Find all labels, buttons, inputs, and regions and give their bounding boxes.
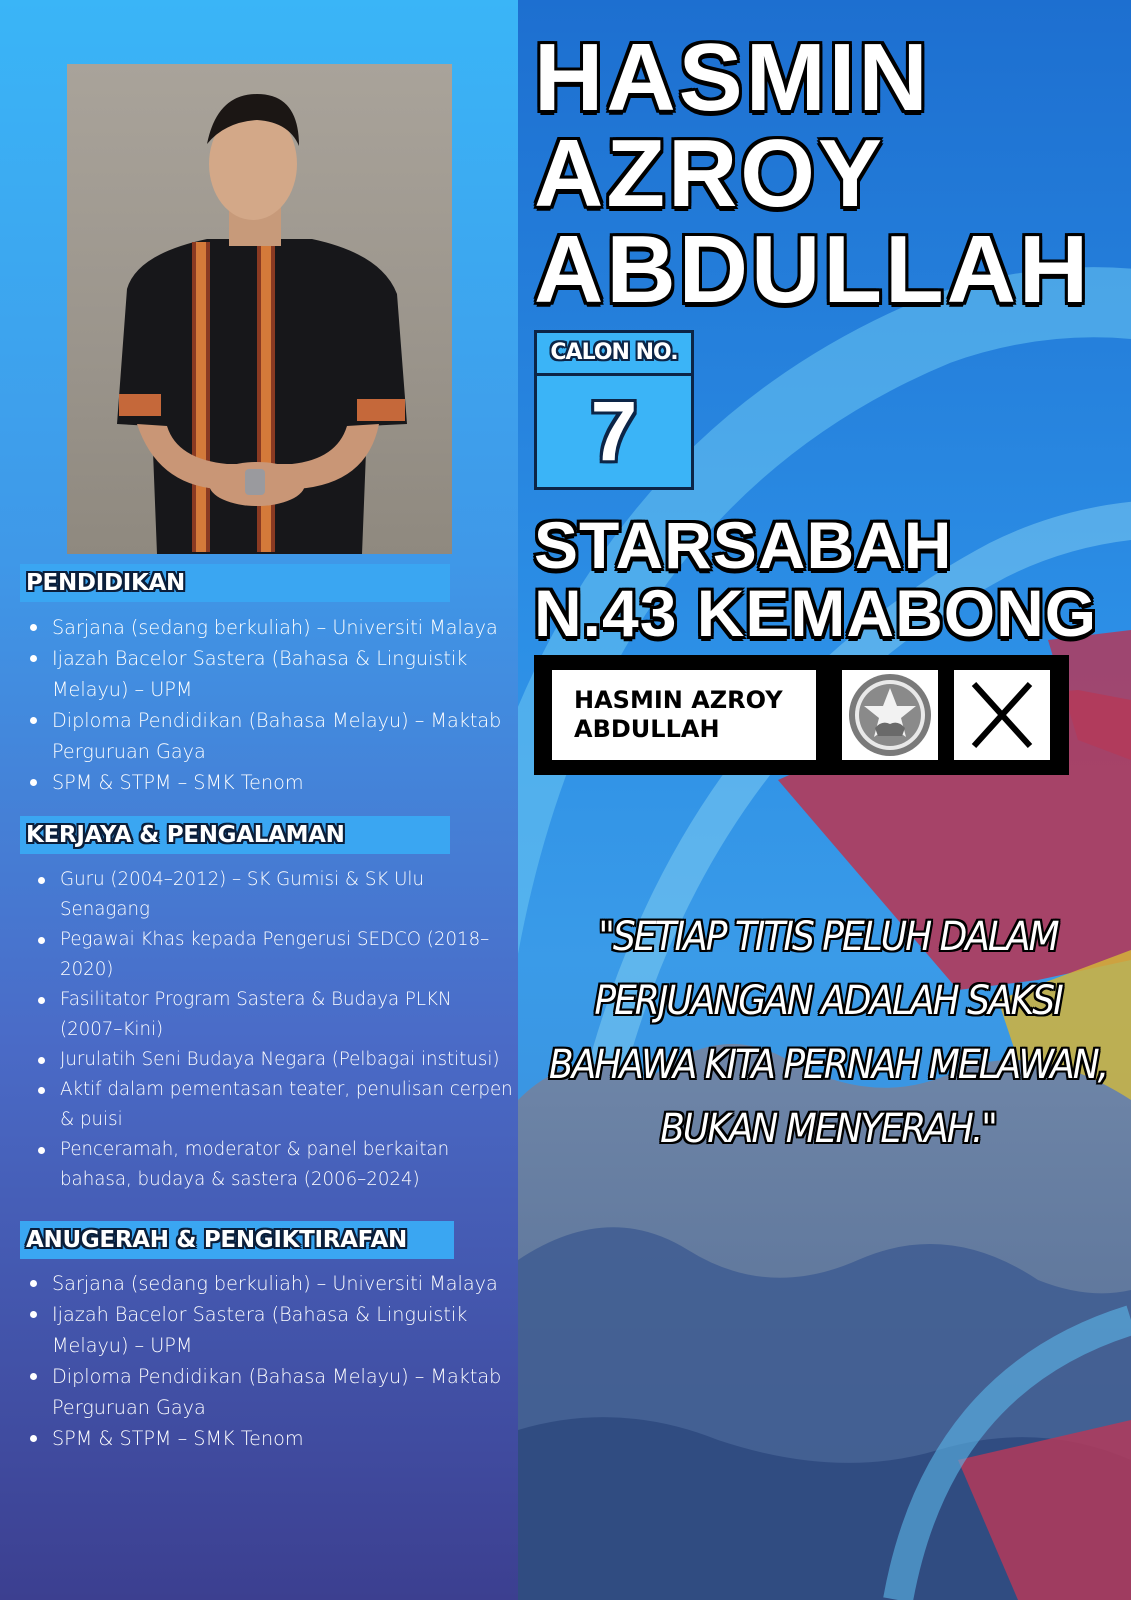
ballot-sample xyxy=(534,655,1069,775)
list-item: Sarjana (sedang berkuliah) – Universiti Malaya xyxy=(22,612,512,643)
section-heading-kerjaya: KERJAYA & PENGALAMAN xyxy=(20,816,450,854)
anugerah-list xyxy=(22,1268,512,1454)
quote-line: PERJUANGAN ADALAH SAKSI xyxy=(594,978,1062,1024)
section-heading-anugerah: ANUGERAH & PENGIKTIRAFAN xyxy=(20,1221,454,1259)
ballot-logo-box xyxy=(842,670,938,760)
ballot-mark-box xyxy=(954,670,1050,760)
party-name: STARSABAH xyxy=(534,508,953,582)
candidate-photo xyxy=(67,64,452,554)
list-item: Pegawai Khas kepada Pengerusi SEDCO (2018–2020) xyxy=(30,925,514,985)
x-mark-icon xyxy=(954,670,1050,760)
list-item: Ijazah Bacelor Sastera (Bahasa & Linguistik Melayu) – UPM xyxy=(22,643,512,705)
list-item: SPM & STPM – SMK Tenom xyxy=(22,767,512,798)
list-item: SPM & STPM – SMK Tenom xyxy=(22,1423,512,1454)
ballot-candidate-name: HASMIN AZROY ABDULLAH xyxy=(574,686,783,743)
candidate-name-line-3: ABDULLAH xyxy=(534,216,1092,323)
candidate-name-line-2: AZROY xyxy=(534,120,885,227)
quote-line: "SETIAP TITIS PELUH DALAM xyxy=(598,914,1058,960)
quote-line: BAHAWA KITA PERNAH MELAWAN, xyxy=(548,1042,1108,1088)
quote-line: BUKAN MENYERAH." xyxy=(660,1106,996,1152)
left-column xyxy=(0,0,518,1600)
campaign-quote xyxy=(540,905,1116,1161)
party-star-logo-icon xyxy=(842,670,938,760)
candidate-portrait-image xyxy=(67,64,452,554)
list-item: Aktif dalam pementasan teater, penulisan cerpen & puisi xyxy=(30,1075,514,1135)
calon-number: 7 xyxy=(590,384,638,478)
list-item: Fasilitator Program Sastera & Budaya PLKN (2007–Kini) xyxy=(30,985,514,1045)
calon-number-box xyxy=(534,330,694,490)
list-item: Diploma Pendidikan (Bahasa Melayu) – Maktab Perguruan Gaya xyxy=(22,1361,512,1423)
section-heading-pendidikan: PENDIDIKAN xyxy=(20,564,450,602)
constituency-name: N.43 KEMABONG xyxy=(534,576,1098,650)
ballot-name-box xyxy=(552,670,816,760)
list-item: Penceramah, moderator & panel berkaitan bahasa, budaya & sastera (2006–2024) xyxy=(30,1135,514,1195)
list-item: Diploma Pendidikan (Bahasa Melayu) – Maktab Perguruan Gaya xyxy=(22,705,512,767)
list-item: Jurulatih Seni Budaya Negara (Pelbagai institusi) xyxy=(30,1045,514,1075)
kerjaya-list xyxy=(30,865,514,1195)
list-item: Sarjana (sedang berkuliah) – Universiti Malaya xyxy=(22,1268,512,1299)
list-item: Ijazah Bacelor Sastera (Bahasa & Linguistik Melayu) – UPM xyxy=(22,1299,512,1361)
candidate-name-line-1: HASMIN xyxy=(534,24,931,131)
list-item: Guru (2004–2012) – SK Gumisi & SK Ulu Senagang xyxy=(30,865,514,925)
pendidikan-list xyxy=(22,612,512,798)
calon-label: CALON NO. xyxy=(537,333,691,376)
